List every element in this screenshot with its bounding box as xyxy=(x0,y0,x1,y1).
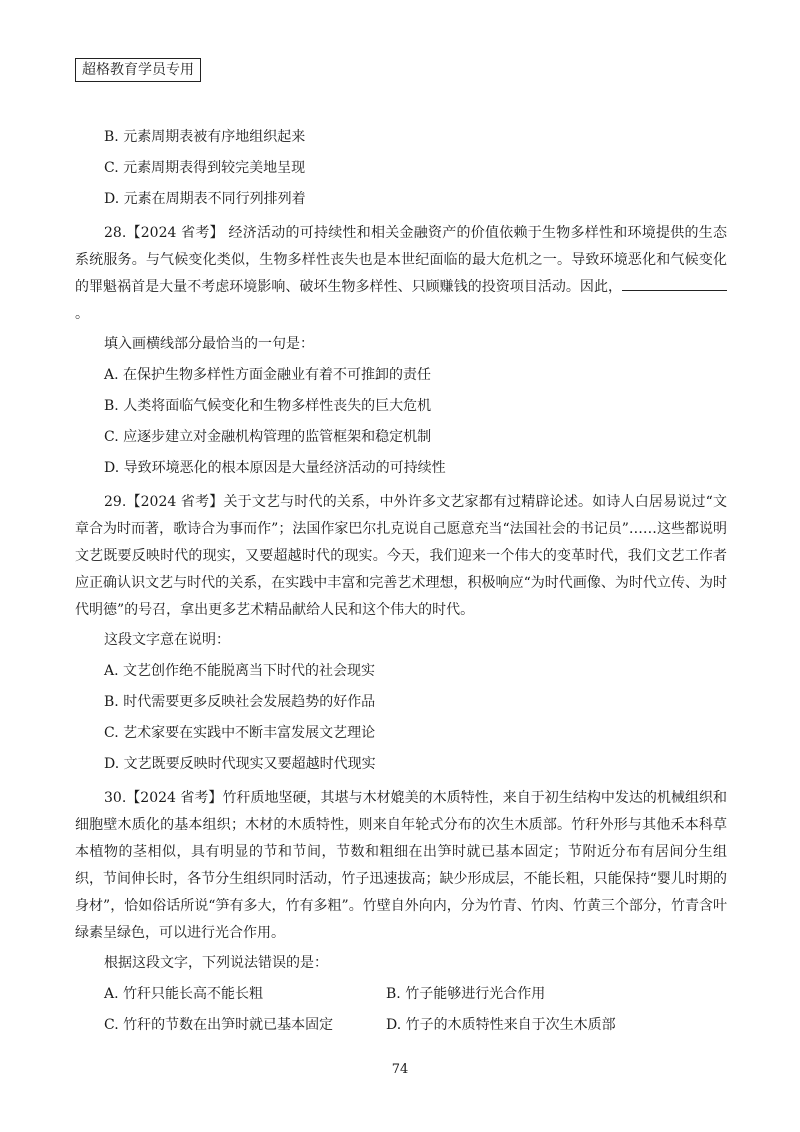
q28-prompt: 填入画横线部分最恰当的一句是： xyxy=(104,336,314,352)
q28-tag: 【2024 省考】 xyxy=(126,225,224,241)
q30-text: 竹秆质地坚硬，其堪与木材媲美的木质特性，来自于初生结构中发达的机械组织和细胞壁木质化的基本组织；木材的木质特性，则来自年轮式分布的次生木质部。竹秆外形与其他禾本科草本植物的茎相似，具有明显的节和节间，节数和粗细在出笋时就已基本固定；节附近分布有居间分生组织，节间伸长时，各节分生组织同时活动，竹子迅速拔高；缺少形成层，不能长粗，只能保持“婴儿时期的身材”，恰如俗话所说“笋有多大，竹有多粗”。竹壁自外向内，分为竹青、竹肉、竹黄三个部分，竹青含叶绿素呈绿色，可以进行光合作用。 xyxy=(75,790,727,941)
q28-end: 。 xyxy=(75,306,89,322)
q30-option-d: D. 竹子的木质特性来自于次生木质部 xyxy=(386,1017,616,1033)
q29-option-c: C. 艺术家要在实践中不断丰富发展文艺理论 xyxy=(104,725,376,741)
question-28 xyxy=(75,220,727,478)
q27-option-d: D. 元素在周期表不同行列排列着 xyxy=(104,191,306,207)
question-27-options xyxy=(75,127,727,209)
q30-tag: 【2024 省考】 xyxy=(126,790,223,806)
q30-stem xyxy=(75,785,727,947)
q28-option-d: D. 导致环境恶化的根本原因是大量经济活动的可持续性 xyxy=(104,460,446,476)
q29-number: 29. xyxy=(104,494,127,510)
q29-option-a: A. 文艺创作绝不能脱离当下时代的社会现实 xyxy=(104,663,376,679)
q30-option-b: B. 竹子能够进行光合作用 xyxy=(386,986,546,1002)
q30-options-row-1 xyxy=(75,984,727,1004)
q29-option-b: B. 时代需要更多反映社会发展趋势的好作品 xyxy=(104,694,376,710)
q28-number: 28. xyxy=(104,225,127,241)
q27-option-b: B. 元素周期表被有序地组织起来 xyxy=(104,129,306,145)
q28-option-a: A. 在保护生物多样性方面金融业有着不可推卸的责任 xyxy=(104,367,432,383)
q28-stem xyxy=(75,220,727,328)
page-number: 74 xyxy=(391,1062,409,1077)
watermark-header-label: 超格教育学员专用 xyxy=(75,58,201,82)
q29-option-d: D. 文艺既要反映时代现实又要超越时代现实 xyxy=(104,756,376,772)
questions-content xyxy=(75,127,727,1046)
q28-option-b: B. 人类将面临气候变化和生物多样性丧失的巨大危机 xyxy=(104,398,432,414)
q29-text: 关于文艺与时代的关系，中外许多文艺家都有过精辟论述。如诗人白居易说过“文章合为时而著，歌诗合为事而作”；法国作家巴尔扎克说自己愿意充当“法国社会的书记员”……这些都说明文艺既要反映时代的现实，又要超越时代的现实。今天，我们迎来一个伟大的变革时代，我们文艺工作者应正确认识文艺与时代的关系，在实践中丰富和完善艺术理想，积极响应“为时代画像、为时代立传、为时代明德”的号召，拿出更多艺术精品献给人民和这个伟大的时代。 xyxy=(75,494,727,618)
q28-text: 经济活动的可持续性和相关金融资产的价值依赖于生物多样性和环境提供的生态系统服务。与气候变化类似，生物多样性丧失也是本世纪面临的最大危机之一。导致环境恶化和气候变化的罪魁祸首是大量不考虑环境影响、破坏生物多样性、只顾赚钱的投资项目活动。因此， xyxy=(75,225,727,295)
question-29 xyxy=(75,489,727,774)
q30-prompt: 根据这段文字，下列说法错误的是： xyxy=(104,955,328,971)
q30-option-a: A. 竹秆只能长高不能长粗 xyxy=(104,986,264,1002)
q27-option-c: C. 元素周期表得到较完美地呈现 xyxy=(104,160,306,176)
q29-prompt: 这段文字意在说明： xyxy=(104,632,230,648)
q30-options-row-2 xyxy=(75,1015,727,1035)
q28-fill-blank xyxy=(622,278,727,291)
q28-option-c: C. 应逐步建立对金融机构管理的监管框架和稳定机制 xyxy=(104,429,432,445)
q30-number: 30. xyxy=(104,790,127,806)
question-30 xyxy=(75,785,727,1035)
q30-option-c: C. 竹秆的节数在出笋时就已基本固定 xyxy=(104,1017,334,1033)
q29-stem xyxy=(75,489,727,624)
q29-tag: 【2024 省考】 xyxy=(126,494,224,510)
